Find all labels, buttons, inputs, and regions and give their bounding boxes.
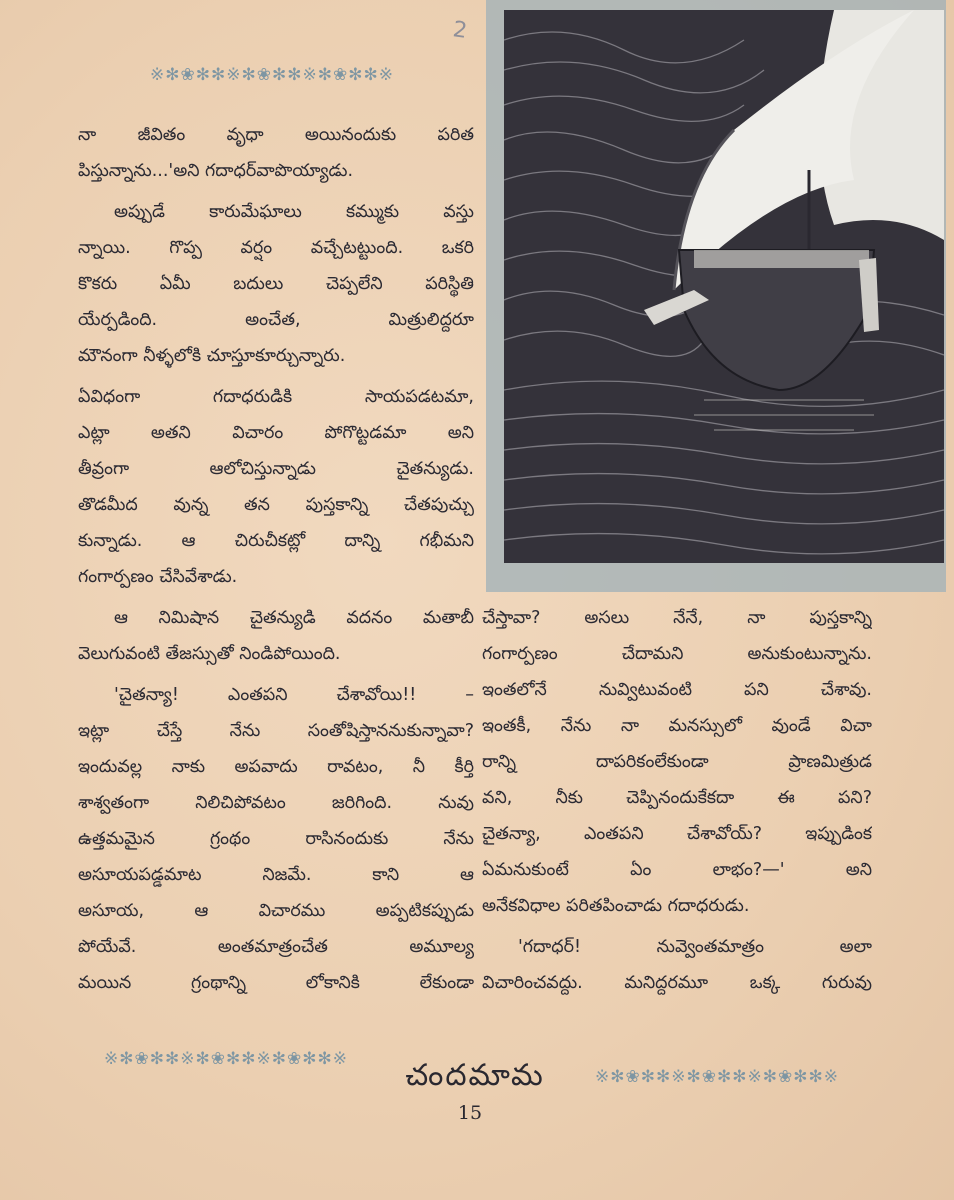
text-line: తొడమీద వున్న తన పుస్తకాన్ని చేతపుచ్చు	[78, 495, 474, 515]
ornament-band-bottom-left	[85, 1048, 367, 1070]
paragraph	[78, 117, 474, 189]
text-line: ఇందువల్ల నాకు అపవాదు రావటం, నీ కీర్తి	[78, 757, 474, 777]
right-text-column	[482, 600, 872, 1001]
text-line: అసూయపడ్డమాట నిజమే. కాని ఆ	[78, 865, 474, 885]
text-line: ఎట్లా అతని విచారం పోగొట్టడమా అని	[78, 423, 474, 443]
text-line: న్నాయి. గొప్ప వర్షం వచ్చేటట్టుంది. ఒకరి	[78, 238, 474, 258]
ornament-pattern: ※✻❀✻✻※✻❀✻✻※✻❀✻✻※	[150, 65, 394, 85]
left-text-column	[78, 117, 474, 1001]
text-line: అప్పుడే కారుమేఘాలు కమ్ముకు వస్తు	[114, 202, 474, 222]
paragraph	[78, 677, 474, 1001]
text-line: 'గదాధర్! నువ్వెంతమాత్రం అలా	[518, 937, 872, 957]
text-line: మౌనంగా నీళ్ళలోకి చూస్తూకూర్చున్నారు.	[78, 346, 346, 366]
magazine-title: చందమామ	[405, 1058, 545, 1093]
text-line: అనేకవిధాల పరితపించాడు గదాధరుడు.	[482, 896, 750, 916]
text-line: ఉత్తమమైన గ్రంథం రాసినందుకు నేను	[78, 829, 474, 849]
paragraph	[78, 600, 474, 672]
text-line: శాశ్వతంగా నిలిచిపోవటం జరిగింది. నువు	[78, 793, 474, 813]
paragraph	[78, 194, 474, 374]
text-line: ఆ నిమిషాన చైతన్యుడి వదనం మతాబీ	[114, 608, 474, 628]
text-line: నా జీవితం వృధా అయినందుకు పరిత	[78, 125, 474, 145]
text-line: ఇంతకీ, నేను నా మనస్సులో వుండే విచా	[482, 716, 872, 736]
text-line: చైతన్యా, ఎంతపని చేశావోయ్? ఇప్పుడింక	[482, 824, 872, 844]
text-line: ఇంతలోనే నువ్విటువంటి పని చేశావు.	[482, 680, 872, 700]
text-line: ఏవిధంగా గదాధరుడికి సాయపడటమా,	[78, 387, 474, 407]
text-line: ఇట్లా చేస్తే నేను సంతోషిస్తాననుకున్నావా?	[78, 721, 474, 741]
text-line: మయిన గ్రంథాన్ని లోకానికి లేకుండా	[78, 973, 474, 993]
ornament-band-bottom-right	[566, 1066, 868, 1088]
text-line: రాన్ని దాపరికంలేకుండా ప్రాణమిత్రుడ	[482, 752, 872, 772]
ornament-pattern: ※✻❀✻✻※✻❀✻✻※✻❀✻✻※	[595, 1067, 839, 1087]
text-line: తీవ్రంగా ఆలోచిస్తున్నాడు చైతన్యుడు.	[78, 459, 474, 479]
text-line: కొకరు ఏమీ బదులు చెప్పలేని పరిస్థితి	[78, 274, 474, 294]
text-line: వెలుగువంటి తేజస్సుతో నిండిపోయింది.	[78, 644, 341, 664]
text-line: వని, నీకు చెప్పినందుకేకదా ఈ పని?	[482, 788, 872, 808]
text-line: పిస్తున్నాను...'అని గదాధర్‌వాపొయ్యాడు.	[78, 161, 354, 181]
text-line: విచారించవద్దు. మనిద్దరమూ ఒక్క గురువు	[482, 973, 872, 993]
text-line: గంగార్పణం చేదామని అనుకుంటున్నాను.	[482, 644, 872, 664]
text-line: ఏమనుకుంటే ఏం లాభం?—' అని	[482, 860, 872, 880]
paragraph	[78, 379, 474, 595]
boat-illustration	[504, 10, 944, 563]
corner-mark: 2	[451, 17, 469, 44]
text-line: కున్నాడు. ఆ చిరుచీకట్లో దాన్ని గభీమని	[78, 531, 474, 551]
page-number: 15	[457, 1102, 483, 1124]
paragraph	[482, 929, 872, 1001]
text-line: 'చైతన్యా! ఎంతపని చేశావోయి!! –	[114, 685, 474, 705]
ornament-pattern: ※✻❀✻✻※✻❀✻✻※✻❀✻✻※	[104, 1049, 348, 1069]
ornament-band-top	[102, 64, 442, 86]
text-line: చేస్తావా? అసలు నేనే, నా పుస్తకాన్ని	[482, 608, 872, 628]
text-line: గంగార్పణం చేసివేశాడు.	[78, 567, 238, 587]
boat-illustration-svg	[504, 10, 944, 563]
text-line: పోయేవే. అంతమాత్రంచేత అమూల్య	[78, 937, 474, 957]
paragraph	[482, 600, 872, 924]
text-line: యేర్పడింది. అంచేత, మిత్రులిద్దరూ	[78, 310, 474, 330]
text-line: అసూయ, ఆ విచారము అప్పటికప్పుడు	[78, 901, 474, 921]
